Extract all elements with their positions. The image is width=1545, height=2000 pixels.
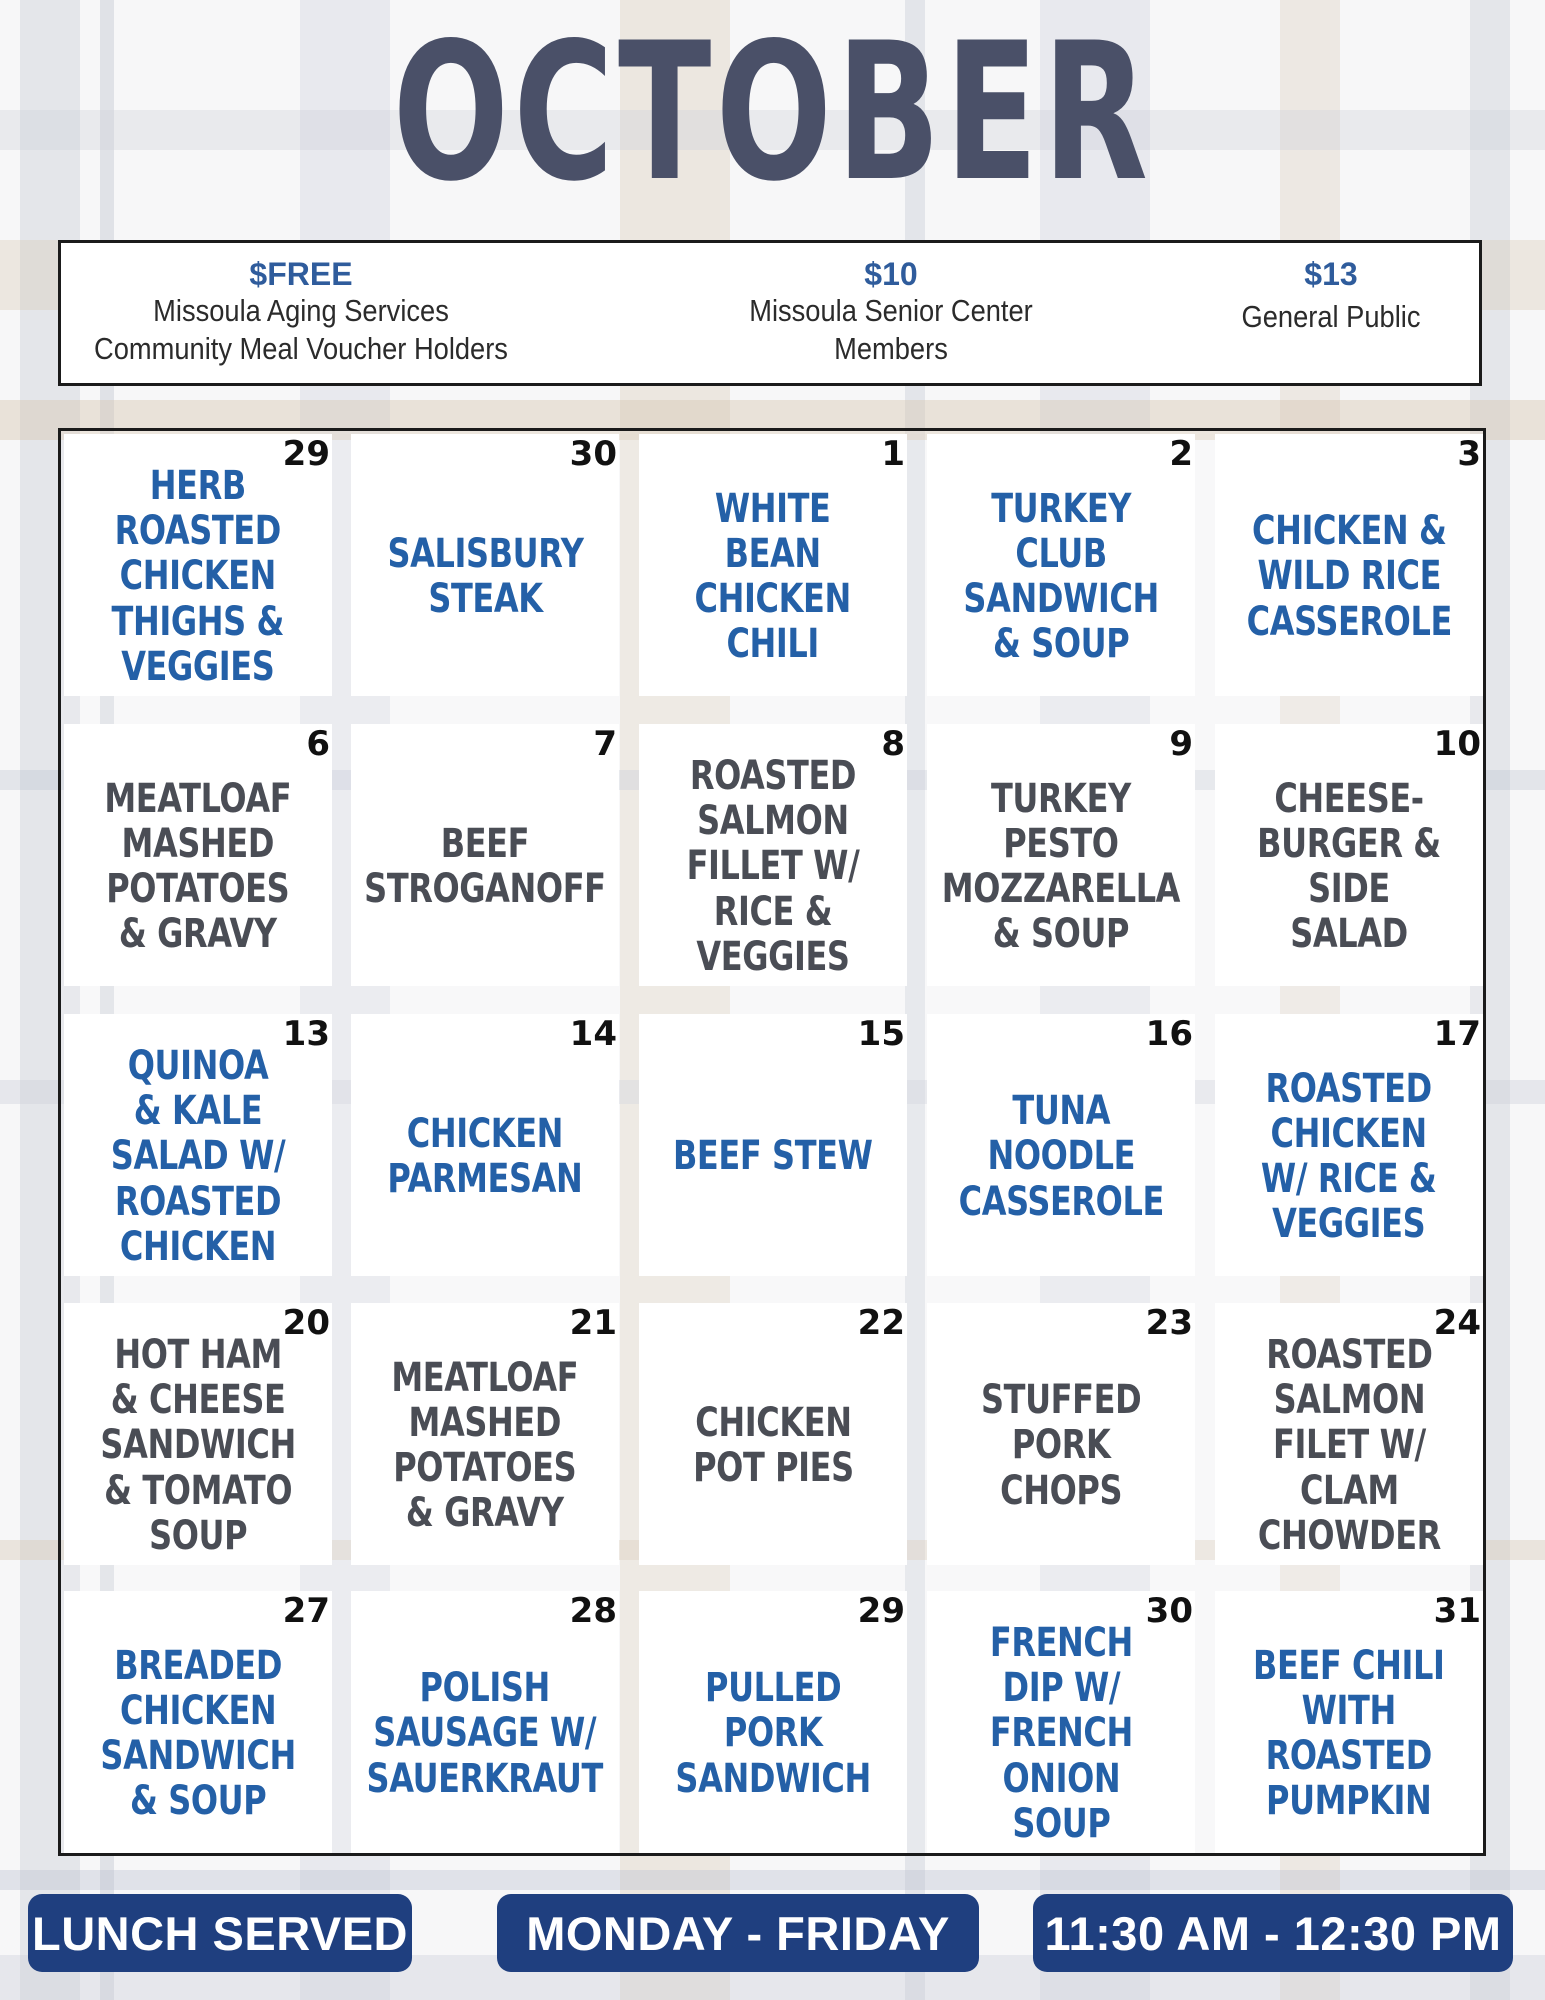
calendar-day-cell bbox=[351, 1014, 619, 1276]
calendar-day-cell bbox=[64, 1303, 332, 1565]
day-number: 7 bbox=[593, 724, 617, 764]
meal-text: FRENCH DIP W/ FRENCH ONION SOUP bbox=[989, 1620, 1133, 1847]
price-description: Missoula Aging Services bbox=[153, 293, 449, 329]
day-number: 23 bbox=[1145, 1303, 1193, 1343]
lunch-served-badge: LUNCH SERVED bbox=[28, 1894, 412, 1972]
meal-name bbox=[927, 434, 1195, 696]
day-number: 17 bbox=[1433, 1014, 1481, 1054]
meal-text: CHICKEN & WILD RICE CASSEROLE bbox=[1246, 508, 1452, 645]
price-amount: $FREE bbox=[249, 256, 353, 292]
meal-text: MEATLOAF MASHED POTATOES & GRAVY bbox=[104, 775, 292, 958]
price-description: Members bbox=[834, 331, 948, 366]
calendar-day-cell bbox=[1215, 1014, 1483, 1276]
pricing-box bbox=[58, 240, 1482, 386]
price-tier-members bbox=[561, 257, 1221, 368]
day-number: 20 bbox=[282, 1303, 330, 1343]
meal-text: MEATLOAF MASHED POTATOES & GRAVY bbox=[391, 1354, 579, 1537]
calendar-day-cell bbox=[639, 724, 907, 986]
meal-text: BEEF STEW bbox=[673, 1133, 873, 1180]
meal-text: BREADED CHICKEN SANDWICH & SOUP bbox=[100, 1642, 296, 1825]
meal-text: CHICKEN PARMESAN bbox=[387, 1110, 583, 1202]
day-number: 28 bbox=[569, 1591, 617, 1631]
meal-name bbox=[639, 724, 907, 986]
meal-text: QUINOA & KALE SALAD W/ ROASTED CHICKEN bbox=[110, 1043, 286, 1270]
day-number: 24 bbox=[1433, 1303, 1481, 1343]
calendar-day-cell bbox=[1215, 434, 1483, 696]
meal-text: TURKEY PESTO MOZZARELLA & SOUP bbox=[941, 775, 1181, 958]
meal-text: ROASTED SALMON FILLET W/ RICE & VEGGIES bbox=[686, 753, 860, 980]
price-amount: $10 bbox=[864, 256, 918, 292]
meal-text: CHEESE- BURGER & SIDE SALAD bbox=[1257, 775, 1441, 958]
calendar-day-cell bbox=[639, 434, 907, 696]
meal-text: PULLED PORK SANDWICH bbox=[675, 1665, 871, 1802]
day-number: 10 bbox=[1433, 724, 1481, 764]
day-number: 22 bbox=[857, 1303, 905, 1343]
calendar-day-cell bbox=[64, 434, 332, 696]
day-number: 3 bbox=[1457, 434, 1481, 474]
day-number: 27 bbox=[282, 1591, 330, 1631]
calendar-day-cell bbox=[639, 1303, 907, 1565]
calendar-day-cell bbox=[927, 1591, 1195, 1853]
day-number: 14 bbox=[569, 1014, 617, 1054]
calendar-day-cell bbox=[351, 1303, 619, 1565]
meal-text: WHITE BEAN CHICKEN CHILI bbox=[694, 485, 852, 668]
day-number: 8 bbox=[881, 724, 905, 764]
meal-text: SALISBURY STEAK bbox=[387, 530, 583, 622]
meal-name bbox=[1215, 434, 1483, 696]
price-description: Missoula Senior Center bbox=[749, 293, 1033, 329]
day-number: 9 bbox=[1169, 724, 1193, 764]
meal-text: POLISH SAUSAGE W/ SAUERKRAUT bbox=[366, 1665, 604, 1802]
calendar-day-cell bbox=[64, 1014, 332, 1276]
calendar-day-cell bbox=[927, 1303, 1195, 1565]
meal-name bbox=[927, 724, 1195, 986]
day-number: 2 bbox=[1169, 434, 1193, 474]
day-number: 1 bbox=[881, 434, 905, 474]
meal-text: CHICKEN POT PIES bbox=[692, 1399, 854, 1491]
day-number: 15 bbox=[857, 1014, 905, 1054]
price-tier-public bbox=[1191, 257, 1471, 336]
meal-name bbox=[639, 434, 907, 696]
calendar-day-cell bbox=[351, 724, 619, 986]
meal-text: TUNA NOODLE CASSEROLE bbox=[958, 1088, 1164, 1225]
day-number: 16 bbox=[1145, 1014, 1193, 1054]
calendar-day-cell bbox=[927, 434, 1195, 696]
day-number: 31 bbox=[1433, 1591, 1481, 1631]
price-amount: $13 bbox=[1304, 256, 1358, 292]
calendar-day-cell bbox=[1215, 1591, 1483, 1853]
day-number: 29 bbox=[857, 1591, 905, 1631]
meal-text: BEEF STROGANOFF bbox=[364, 820, 606, 912]
calendar-day-cell bbox=[639, 1014, 907, 1276]
calendar-day-cell bbox=[639, 1591, 907, 1853]
meal-text: ROASTED SALMON FILET W/ CLAM CHOWDER bbox=[1257, 1332, 1441, 1559]
day-number: 6 bbox=[306, 724, 330, 764]
day-number: 30 bbox=[1145, 1591, 1193, 1631]
meal-text: HERB ROASTED CHICKEN THIGHS & VEGGIES bbox=[111, 463, 285, 690]
price-description: General Public bbox=[1241, 299, 1421, 335]
calendar-day-cell bbox=[351, 434, 619, 696]
days-badge: MONDAY - FRIDAY bbox=[497, 1894, 979, 1972]
calendar-day-cell bbox=[1215, 1303, 1483, 1565]
day-number: 21 bbox=[569, 1303, 617, 1343]
meal-text: HOT HAM & CHEESE SANDWICH & TOMATO SOUP bbox=[100, 1332, 296, 1559]
day-number: 13 bbox=[282, 1014, 330, 1054]
calendar-day-cell bbox=[351, 1591, 619, 1853]
time-badge: 11:30 AM - 12:30 PM bbox=[1033, 1894, 1513, 1972]
calendar-day-cell bbox=[927, 1014, 1195, 1276]
calendar-day-cell bbox=[927, 724, 1195, 986]
calendar-day-cell bbox=[64, 1591, 332, 1853]
meal-text: BEEF CHILI WITH ROASTED PUMPKIN bbox=[1253, 1642, 1445, 1825]
meal-name bbox=[351, 724, 619, 986]
calendar-day-cell bbox=[64, 724, 332, 986]
price-description: Community Meal Voucher Holders bbox=[94, 331, 508, 366]
day-number: 29 bbox=[282, 434, 330, 474]
meal-text: TURKEY CLUB SANDWICH & SOUP bbox=[963, 485, 1159, 668]
menu-calendar-grid bbox=[58, 428, 1486, 1856]
page-title: OCTOBER bbox=[392, 2, 1153, 223]
price-tier-free bbox=[61, 257, 541, 368]
meal-text: ROASTED CHICKEN W/ RICE & VEGGIES bbox=[1261, 1065, 1437, 1248]
meal-name bbox=[64, 724, 332, 986]
day-number: 30 bbox=[569, 434, 617, 474]
calendar-day-cell bbox=[1215, 724, 1483, 986]
meal-text: STUFFED PORK CHOPS bbox=[980, 1377, 1142, 1514]
